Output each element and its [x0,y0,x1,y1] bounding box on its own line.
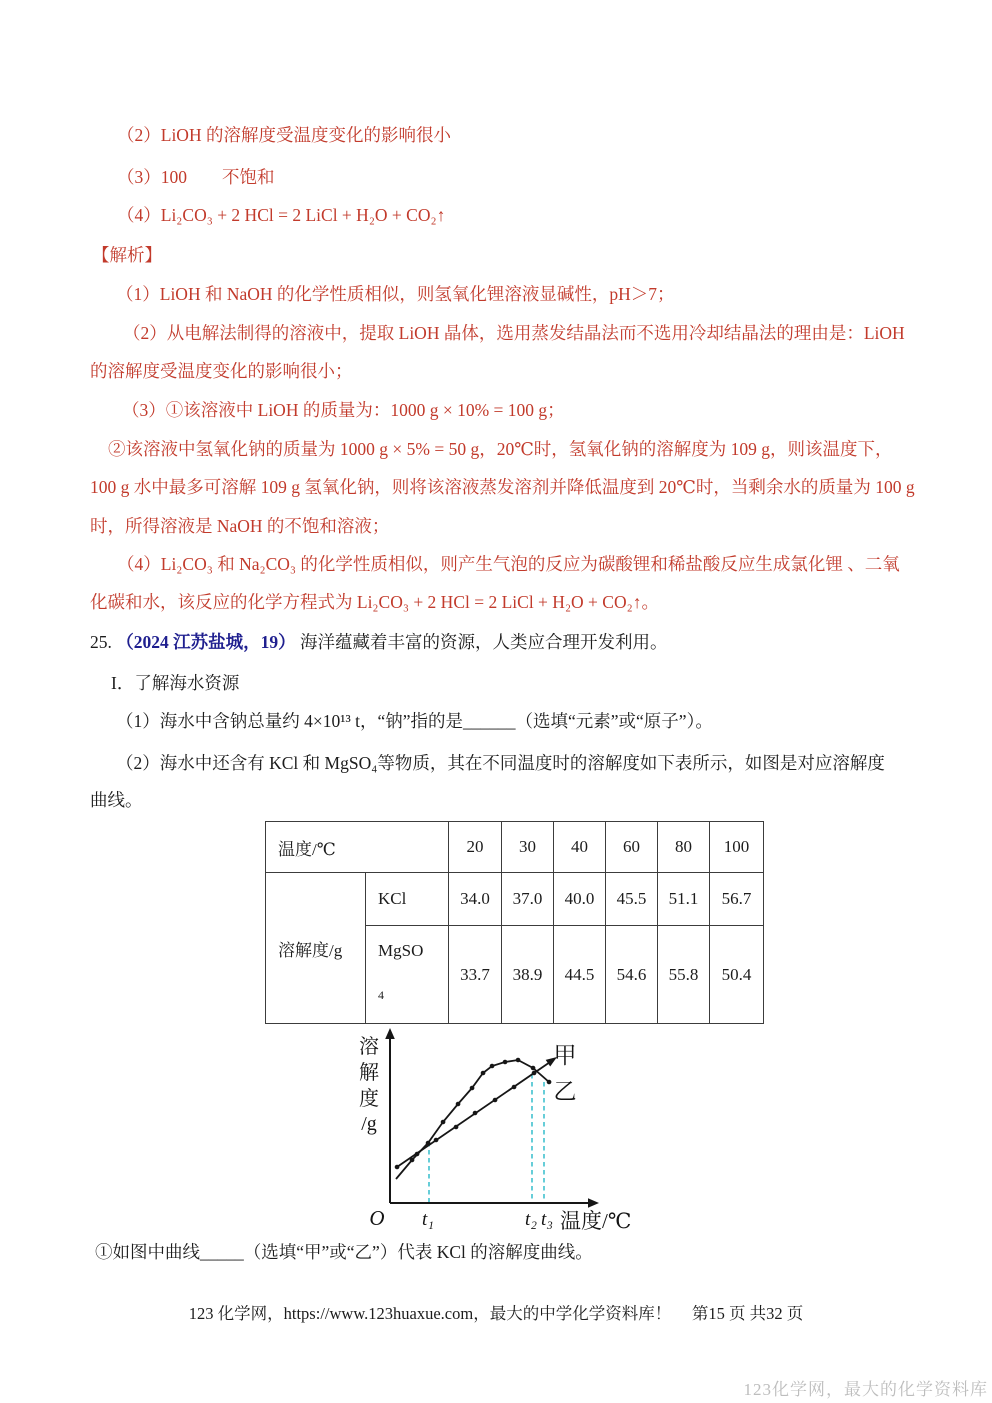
analysis-p3: （3）①该溶液中 LiOH 的质量为：1000 g × 10% = 100 g； [122,400,565,420]
section-1-heading: I．了解海水资源 [111,673,240,693]
question-25-2-line1: （2）海水中还含有 KCl 和 MgSO₄等物质，其在不同温度时的溶解度如下表所示，如图是对应溶解度 [116,753,885,773]
answer-line-2: （2）LiOH 的溶解度受温度变化的影响很小 [117,125,451,145]
temp-col-80: 80 [658,822,710,873]
analysis-p4-line1: ②该溶液中氢氧化钠的质量为 1000 g × 5% = 50 g，20℃时，氢氧化钠的溶解度为 109 g，则该温度下， [108,439,893,459]
analysis-p2-line1: （2）从电解法制得的溶液中，提取 LiOH 晶体，选用蒸发结晶法而不选用冷却结晶法的理由是：LiOH [123,323,905,343]
question-intro: 海洋蕴藏着丰富的资源，人类应合理开发利用。 [300,632,668,652]
y-axis-label-char1: 溶 [359,1036,379,1058]
mgso4-value-30: 38.9 [502,926,554,1024]
kcl-value-20: 34.0 [449,873,502,926]
mgso4-value-80: 55.8 [658,926,710,1024]
analysis-p4-line3: 时，所得溶液是 NaOH 的不饱和溶液； [90,516,390,536]
table-corner-label: 温度/℃ [266,822,449,873]
kcl-value-30: 37.0 [502,873,554,926]
kcl-value-80: 51.1 [658,873,710,926]
temp-col-30: 30 [502,822,554,873]
curve-label-jia: 甲 [553,1043,577,1068]
analysis-p1: （1）LiOH 和 NaOH 的化学性质相似，则氢氧化锂溶液显碱性，pH＞7； [116,284,675,304]
analysis-p2-line2: 的溶解度受温度变化的影响很小； [90,361,353,381]
y-axis-label-char2: 解 [359,1062,379,1084]
mgso4-value-40: 44.5 [554,926,606,1024]
table-row-header [266,822,764,873]
mgso4-value-100: 50.4 [710,926,764,1024]
analysis-p5-line2: 化碳和水，该反应的化学方程式为 Li₂CO₃ + 2 HCl = 2 LiCl + H₂O + CO₂↑。 [90,592,659,612]
temp-col-40: 40 [554,822,606,873]
tick-t3: t₃ [541,1209,553,1230]
answer-line-3: （3）100 不饱和 [117,167,275,187]
analysis-header: 【解析】 [92,245,162,265]
row-label-kcl: KCl [366,873,449,926]
solubility-chart [338,1026,700,1240]
question-25-1: （1）海水中含钠总量约 4×10¹³ t，“钠”指的是______（选填“元素”或“原子”）。 [116,711,713,731]
mgso4-formula-subscript: 4 [378,988,384,1002]
watermark: 123化学网，最大的化学资料库 [743,1380,988,1399]
kcl-value-40: 40.0 [554,873,606,926]
question-25-heading [90,632,668,652]
temp-col-60: 60 [606,822,658,873]
kcl-value-100: 56.7 [710,873,764,926]
question-25-2-sub1: ①如图中曲线_____（选填“甲”或“乙”）代表 KCl 的溶解度曲线。 [95,1242,593,1262]
question-25-2-line2: 曲线。 [90,790,143,810]
mgso4-value-60: 54.6 [606,926,658,1024]
y-axis-label-char4: /g [361,1113,377,1135]
analysis-p5-line1: （4）Li₂CO₃ 和 Na₂CO₃ 的化学性质相似，则产生气泡的反应为碳酸锂和稀盐酸反应生成氯化锂 、二氧 [117,554,900,574]
origin-label: O [369,1206,385,1230]
curve-label-yi: 乙 [553,1079,577,1104]
solubility-table [265,821,764,1024]
row-group-label: 溶解度/g [266,873,366,1024]
question-number: 25. [90,632,112,652]
temp-col-20: 20 [449,822,502,873]
analysis-p4-line2: 100 g 水中最多可溶解 109 g 氢氧化钠，则将该溶液蒸发溶剂并降低温度到 20℃时，当剩余水的质量为 100 g [90,477,915,497]
answer-line-4: （4）Li₂CO₃ + 2 HCl = 2 LiCl + H₂O + CO₂↑ [117,205,446,225]
x-axis-arrow-icon [588,1198,599,1208]
row-label-mgso4 [366,926,449,1024]
tick-t2: t₂ [525,1209,537,1230]
x-axis-label: 温度/℃ [560,1209,632,1233]
question-source: （2024 江苏盐城，19） [116,632,296,652]
mgso4-formula-main: MgSO [378,941,424,960]
mgso4-value-20: 33.7 [449,926,502,1024]
y-axis-arrow-icon [385,1028,395,1039]
table-row-kcl [266,873,764,926]
page-footer: 123 化学网，https://www.123huaxue.com，最大的中学化学资料库！ 第15 页 共32 页 [188,1304,804,1323]
tick-t1: t₁ [422,1209,434,1230]
y-axis-label-char3: 度 [359,1088,379,1110]
kcl-value-60: 45.5 [606,873,658,926]
temp-col-100: 100 [710,822,764,873]
